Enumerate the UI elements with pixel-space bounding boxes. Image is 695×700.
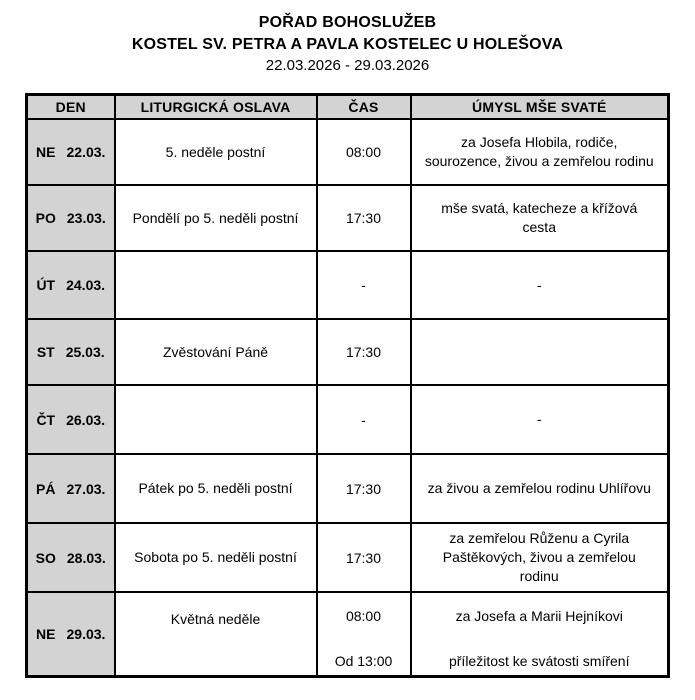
intention-entry-afternoon: příležitost ke svátosti smíření	[448, 652, 630, 669]
day-abbr: ÚT	[36, 277, 56, 293]
day-cell	[27, 185, 115, 251]
intention-cell: -	[411, 385, 669, 454]
time-cell	[317, 592, 411, 676]
liturgy-cell: Květná neděle	[115, 592, 317, 676]
day-date: 27.03.	[66, 480, 106, 497]
day-date: 28.03.	[66, 549, 106, 566]
time-entry-morning: 08:00	[345, 607, 382, 624]
table-row	[27, 319, 669, 385]
table-row	[27, 119, 669, 185]
day-cell	[27, 119, 115, 185]
time-cell: 08:00	[317, 119, 411, 185]
page-title: POŘAD BOHOSLUŽEB	[258, 14, 437, 31]
day-abbr: SO	[35, 549, 56, 566]
day-cell	[27, 385, 115, 454]
intention-cell	[411, 592, 669, 676]
table-row	[27, 592, 669, 676]
header-cell-day: DEN	[27, 95, 115, 120]
day-abbr: PO	[35, 210, 56, 226]
liturgy-cell	[115, 385, 317, 454]
day-abbr: NE	[36, 625, 56, 642]
day-cell	[27, 592, 115, 676]
header-cell-liturgy: LITURGICKÁ OSLAVA	[115, 95, 317, 120]
intention-cell: za Josefa Hlobila, rodiče, sourozence, živou a zemřelou rodinu	[411, 119, 669, 185]
time-cell: 17:30	[317, 185, 411, 251]
header-cell-intention: ÚMYSL MŠE SVATÉ	[411, 95, 669, 120]
time-entry-afternoon: Od 13:00	[334, 652, 393, 669]
day-abbr: PÁ	[36, 480, 56, 497]
table-row	[27, 385, 669, 454]
day-abbr: ČT	[36, 411, 56, 428]
time-cell: 17:30	[317, 319, 411, 385]
page-date-range: 22.03.2026 - 29.03.2026	[265, 57, 430, 74]
day-cell	[27, 251, 115, 319]
schedule-table	[25, 93, 670, 678]
day-abbr: ST	[36, 344, 55, 360]
day-abbr: NE	[36, 144, 56, 160]
day-cell	[27, 523, 115, 592]
time-cell: -	[317, 251, 411, 319]
page-subtitle: KOSTEL SV. PETRA A PAVLA KOSTELEC U HOLEŠOVA	[131, 36, 564, 53]
intention-cell: za zemřelou Růženu a Cyrila Paštěkových, živou a zemřelou rodinu	[411, 523, 669, 592]
table-header-row	[27, 95, 669, 120]
time-cell: 17:30	[317, 523, 411, 592]
liturgy-cell: 5. neděle postní	[115, 119, 317, 185]
day-date: 22.03.	[66, 144, 106, 160]
day-date: 26.03.	[66, 411, 106, 428]
intention-cell: -	[411, 251, 669, 319]
liturgy-cell: Sobota po 5. neděli postní	[115, 523, 317, 592]
liturgy-cell: Pondělí po 5. neděli postní	[115, 185, 317, 251]
day-cell	[27, 454, 115, 523]
table-row	[27, 454, 669, 523]
header-cell-time: ČAS	[317, 95, 411, 120]
day-date: 25.03.	[65, 344, 105, 360]
liturgy-cell: Zvěstování Páně	[115, 319, 317, 385]
intention-cell	[411, 319, 669, 385]
intention-cell: za živou a zemřelou rodinu Uhlířovu	[411, 454, 669, 523]
liturgy-cell	[115, 251, 317, 319]
time-cell: 17:30	[317, 454, 411, 523]
day-date: 24.03.	[66, 277, 106, 293]
intention-entry-morning: za Josefa a Marii Hejníkovi	[455, 607, 623, 624]
document-header	[0, 0, 695, 76]
day-date: 23.03.	[66, 210, 106, 226]
day-date: 29.03.	[66, 625, 106, 642]
table-row	[27, 251, 669, 319]
liturgy-cell: Pátek po 5. neděli postní	[115, 454, 317, 523]
time-cell: -	[317, 385, 411, 454]
day-cell	[27, 319, 115, 385]
intention-cell: mše svatá, katecheze a křížová cesta	[411, 185, 669, 251]
table-row	[27, 523, 669, 592]
table-row	[27, 185, 669, 251]
